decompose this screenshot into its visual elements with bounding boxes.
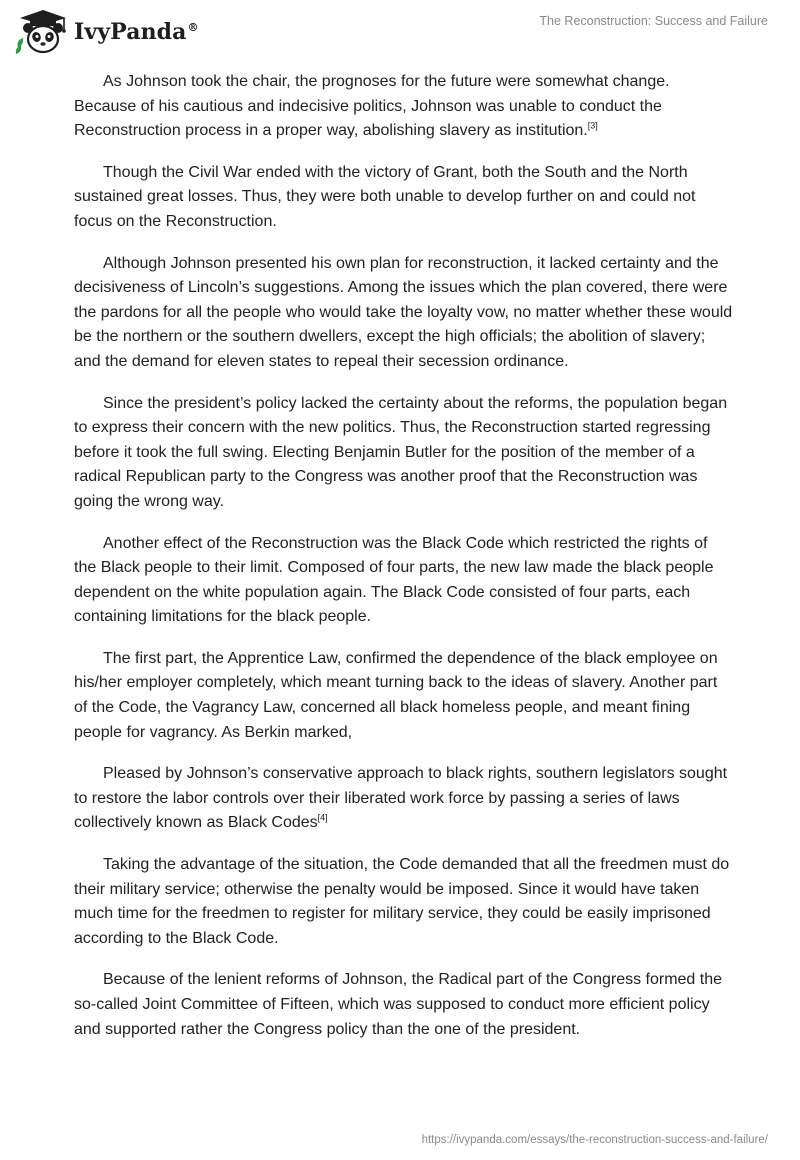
paragraph: Taking the advantage of the situation, the Code demanded that all the freedmen must do their military service; otherwise the penalty would be imposed. Since it would have taken much time for the freedmen to register for military service, they could be easily imprisoned according to the Black Code.: [74, 856, 730, 947]
page-header: [0, 0, 800, 62]
logo-text: IvyPanda: [74, 19, 187, 45]
paragraph: The first part, the Apprentice Law, confirmed the dependence of the black employee on his/her employer completely, which meant turning back to the ideas of slavery. Another part of the Code, the Vagrancy Law, concerned all black homeless people, and meant fining people for vagrancy. As Berkin marked,: [74, 649, 718, 741]
document-title: The Reconstruction: Success and Failure: [539, 14, 768, 28]
paragraph: As Johnson took the chair, the prognoses for the future were somewhat change. Because of his cautious and indecisive politics, Johnson was unable to conduct the Reconstruction process in a proper way, abolishing slavery as institution.[3]: [74, 73, 670, 140]
paragraph: Pleased by Johnson’s conservative approach to black rights, southern legislators sought to restore the labor controls over their liberated work force by passing a series of laws collectively known as Black Codes[4]: [74, 765, 728, 832]
panda-graduate-icon: [14, 8, 72, 56]
paragraph: Because of the lenient reforms of Johnson, the Radical part of the Congress formed the so-called Joint Committee of Fifteen, which was supposed to conduct more efficient policy and supported rather the Congress policy than the one of the president.: [74, 971, 723, 1038]
footnote-ref[interactable]: [4]: [317, 813, 328, 824]
ivypanda-logo[interactable]: [14, 8, 199, 56]
logo-wordmark: [74, 19, 199, 45]
paragraph: Since the president’s policy lacked the certainty about the reforms, the population began to express their concern with the new politics. Thus, the Reconstruction started regressing before it took the full swing. Electing Benjamin Butler for the position of the member of a radical Republican party to the Congress was another proof that the Reconstruction was going the wrong way.: [74, 394, 728, 510]
paragraph: Though the Civil War ended with the victory of Grant, both the South and the North sustained great losses. Thus, they were both unable to develop further on and could not focus on the Reconstruction.: [74, 163, 696, 230]
essay-body: [74, 70, 734, 1059]
paragraph: Although Johnson presented his own plan for reconstruction, it lacked certainty and the decisiveness of Lincoln’s suggestions. Among the issues which the plan covered, there were the pardons for all the people who would take the loyalty vow, no matter whether these would be the northern or the southern dwellers, except the high officials; the abolition of slavery; and the demand for eleven states to repeal their secession ordinance.: [74, 254, 733, 370]
paragraph: Another effect of the Reconstruction was the Black Code which restricted the rights of the Black people to their limit. Composed of four parts, the new law made the black people dependent on the white population again. The Black Code consisted of four parts, each containing limitations for the black people.: [74, 534, 714, 626]
source-url[interactable]: https://ivypanda.com/essays/the-reconstruction-success-and-failure/: [421, 1134, 768, 1146]
registered-mark: ®: [187, 20, 199, 34]
footnote-ref[interactable]: [3]: [587, 120, 598, 131]
